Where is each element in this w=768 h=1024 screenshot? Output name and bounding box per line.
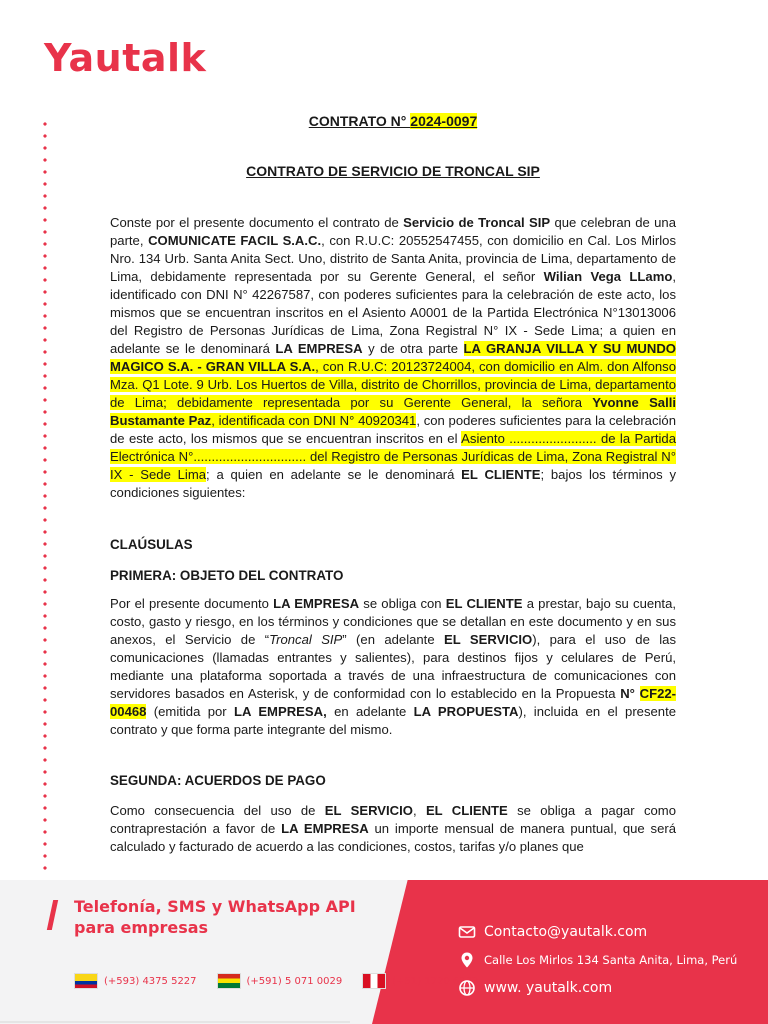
contact-address-row — [458, 946, 737, 974]
dotted-margin-line — [43, 118, 47, 870]
globe-icon — [458, 979, 476, 997]
intro-paragraph: Conste por el presente documento el contrato de Servicio de Troncal SIP que celebran de una parte, COMUNICATE FACIL S.A.C., con R.U.C: 20552547455, con domicilio en Cal. Los Mirlos Nro. 134 Urb. Santa Anita Sect. Uno, distrito de Santa Anita, provincia de Lima, departamento de Lima, debidamente representada por su Gerente General, el señor Wilian Vega LLamo, identificado con DNI N° 42267587, con poderes suficientes para la celebración de este acto, los mismos que se encuentran inscritos en el Asiento A0001 de la Partida Electrónica N°13013006 del Registro de Personas Jurídicas de Lima, Zona Registral N° IX - Sede Lima; a quien en adelante se le denominará LA EMPRESA y de otra parte LA GRANJA VILLA Y SU MUNDO MAGICO S.A. - GRAN VILLA S.A., con R.U.C: 20123724004, con domicilio en Alm. don Alfonso Mza. Q1 Lote. 9 Urb. Los Huertos de Villa, distrito de Chorrillos, provincia de Lima, departamento de Lima; debidamente representada por su Gerente General, la señora Yvonne Salli Bustamante Paz, identificada con DNI N° 40920341, con poderes suficientes para la celebración de este acto, los mismos que se encuentran inscritos en el Asiento ........................ de la Partida Electrónica N°............................... del Registro de Personas Jurídicas de Lima, Zona Registral N° IX - Sede Lima; a quien en adelante se le denominará EL CLIENTE; bajos los términos y condiciones siguientes: — [110, 215, 677, 500]
location-pin-icon — [458, 951, 476, 969]
contact-web-row — [458, 974, 737, 1002]
segunda-heading: SEGUNDA: ACUERDOS DE PAGO — [110, 773, 326, 788]
page-footer — [0, 880, 768, 1024]
contract-number: 2024-0097 — [410, 113, 478, 129]
primera-paragraph: Por el presente documento LA EMPRESA se obliga con EL CLIENTE a prestar, bajo su cuenta, costo, gasto y riesgo, en los términos y condiciones que se detallan en este documento y en sus anexos, el Servicio de “Troncal SIP” (en adelante EL SERVICIO), para el uso de las comunicaciones (llamadas entrantes y salientes), para destinos fijos y celulares de Perú, mediante una plataforma soportada a través de una infraestructura de comunicaciones con servidores basados en Asterisk, y de conformidad con lo establecido en la Propuesta N° CF22-00468 (emitida por LA EMPRESA, en adelante LA PROPUESTA), incluida en el presente contrato y que forma parte integrante del mismo. — [110, 596, 676, 737]
clausulas-heading: CLAÚSULAS — [110, 537, 193, 552]
contact-address: Calle Los Mirlos 134 Santa Anita, Lima, Perú — [484, 953, 738, 967]
contact-email-row — [458, 918, 737, 946]
footer-divider — [0, 1021, 350, 1023]
phone-peru: (+51) 1720 6333 — [392, 975, 479, 987]
email-icon — [458, 923, 476, 941]
ecuador-flag-icon — [74, 973, 98, 989]
contact-email[interactable]: Contacto@yautalk.com — [484, 924, 648, 940]
phone-bolivia: (+591) 5 071 0029 — [246, 975, 343, 987]
peru-flag-icon — [362, 973, 386, 989]
contract-subtitle: CONTRATO DE SERVICIO DE TRONCAL SIP — [246, 163, 540, 179]
segunda-paragraph: Como consecuencia del uso de EL SERVICIO, EL CLIENTE se obliga a pagar como contraprestación a favor de LA EMPRESA un importe mensual de manera puntual, que será calculado y facturado de acuerdo a las condiciones, costos, tarifas y/o planes que — [110, 803, 676, 854]
primera-heading: PRIMERA: OBJETO DEL CONTRATO — [110, 568, 344, 583]
bolivia-flag-icon — [217, 973, 241, 989]
footer-phones — [74, 973, 478, 989]
phone-ecuador: (+593) 4375 5227 — [104, 975, 197, 987]
footer-contacts — [458, 918, 737, 1002]
contact-website[interactable]: www. yautalk.com — [484, 980, 613, 996]
contract-document — [110, 110, 676, 856]
footer-slogan: Telefonía, SMS y WhatsApp API para empresas — [74, 897, 356, 937]
contract-title: CONTRATO N° 2024-0097 — [308, 113, 478, 129]
yautalk-logo: Yautalk — [44, 36, 207, 80]
